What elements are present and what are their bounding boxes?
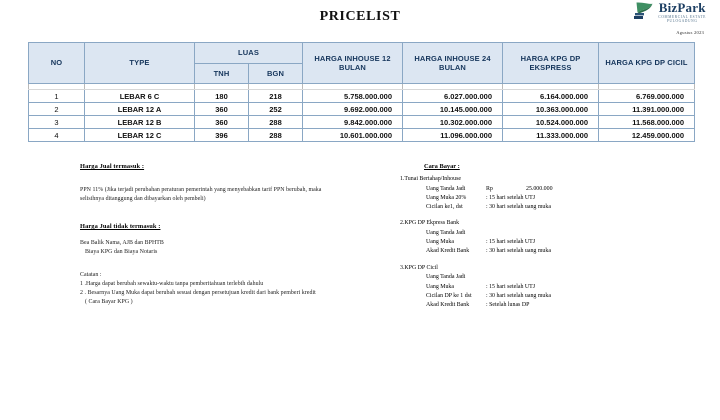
catatan-title: Catatan : <box>80 271 102 278</box>
notes-section <box>0 163 720 343</box>
payment-value: : 15 hari setelah UTJ <box>486 283 536 290</box>
payment-value: : 15 hari setelah UTJ <box>486 195 536 201</box>
pricelist-table-container <box>28 42 694 142</box>
payment-value: : 30 hari setelah uang muka <box>486 292 551 299</box>
payment-group <box>400 264 700 310</box>
column-header-kpg-dp-cicil: HARGA KPG DP CICIL <box>599 43 695 84</box>
payment-label: Akad Kredit Bank <box>426 248 470 255</box>
cell-kpg-dp-ekspress: 6.164.000.000 <box>503 90 599 103</box>
excluded-line-1: Bea Balik Nama, AJB dan BPHTB <box>80 240 164 247</box>
included-line-1: PPN 11% (Jika terjadi perubahan peraturan pemerintah yang menyebabkan tarif PPN berubah, maka <box>80 187 322 193</box>
cell-inhouse-12: 10.601.000.000 <box>303 129 403 142</box>
brand-subtitle-1: COMMERCIAL ESTATE <box>658 14 706 19</box>
cell-tnh: 360 <box>195 103 249 116</box>
cell-tnh: 396 <box>195 129 249 142</box>
amount-value: 25.000.000 <box>526 185 553 192</box>
payment-label: Uang Tanda Jadi <box>426 185 466 192</box>
cell-type: LEBAR 12 C <box>85 129 195 142</box>
payment-group <box>400 175 700 212</box>
payment-label: Uang Muka <box>426 283 454 290</box>
bizpark-logo-icon <box>633 1 655 21</box>
payment-group-heading: 1.Tunai Bertahap/Inhouse <box>400 176 461 182</box>
included-title: Harga Jual termasuk : <box>80 163 145 170</box>
payment-row <box>400 283 700 292</box>
cell-inhouse-12: 5.758.000.000 <box>303 90 403 103</box>
payment-value <box>486 185 700 194</box>
payment-label: Akad Kredit Bank <box>426 301 470 308</box>
cell-type: LEBAR 12 A <box>85 103 195 116</box>
table-body <box>29 84 695 142</box>
cell-kpg-dp-ekspress: 11.333.000.000 <box>503 129 599 142</box>
payment-row <box>400 292 700 301</box>
payment-label: Uang Muka 20% <box>426 195 467 201</box>
spacer <box>80 258 380 271</box>
payment-label: Uang Muka <box>426 239 454 246</box>
payment-value: : 30 hari setelah uang muka <box>486 204 551 211</box>
notes-left-column <box>80 163 380 307</box>
catatan-line-3: ( Cara Bayar KPG ) <box>85 298 133 305</box>
cell-kpg-dp-cicil: 11.568.000.000 <box>599 116 695 129</box>
payment-value <box>486 273 700 282</box>
payment-value <box>486 229 700 238</box>
catatan-line-1: 1 .Harga dapat berubah sewaktu-waktu tanpa pemberitahuan terlebih dahulu <box>80 280 264 287</box>
table-header-row-1 <box>29 43 695 64</box>
table-row <box>29 129 695 142</box>
cell-no: 3 <box>29 116 85 129</box>
column-header-bgn: BGN <box>249 63 303 84</box>
payment-label: Cicilan DP ke 1 dst <box>426 292 472 299</box>
cell-inhouse-24: 10.302.000.000 <box>403 116 503 129</box>
document-date: Agustus 2023 <box>676 30 704 35</box>
payment-value: : 30 hari setelah uang muka <box>486 248 551 255</box>
column-header-kpg-dp-ekspress: HARGA KPG DP EKSPRESS <box>503 43 599 84</box>
cell-no: 4 <box>29 129 85 142</box>
table-row <box>29 103 695 116</box>
column-header-tnh: TNH <box>195 63 249 84</box>
notes-right-column <box>400 163 700 317</box>
payment-value: : Setelah lunas DP <box>486 301 530 308</box>
brand-text <box>658 1 706 24</box>
page-header <box>0 0 720 40</box>
column-header-no: NO <box>29 43 85 84</box>
payment-row <box>400 301 700 310</box>
column-header-inhouse-24: HARGA INHOUSE 24 BULAN <box>403 43 503 84</box>
column-header-type: TYPE <box>85 43 195 84</box>
payment-row <box>400 203 700 212</box>
cell-inhouse-12: 9.692.000.000 <box>303 103 403 116</box>
spacer <box>80 179 380 186</box>
cell-bgn: 252 <box>249 103 303 116</box>
cell-bgn: 288 <box>249 129 303 142</box>
cara-bayar-title: Cara Bayar : <box>424 163 460 170</box>
payment-label: Cicilan ke1, dst <box>426 204 463 211</box>
cell-kpg-dp-cicil: 12.459.000.000 <box>599 129 695 142</box>
payment-label: Uang Tanda Jadi <box>426 230 466 237</box>
payment-label: Uang Tanda Jadi <box>426 274 466 281</box>
payment-group <box>400 219 700 256</box>
pricelist-table <box>28 42 695 142</box>
table-header <box>29 43 695 84</box>
catatan-line-2: 2 . Besarnya Uang Muka dapat berubah sesuai dengan persetujuan kredit dari bank pemberi kredit <box>80 289 316 296</box>
cell-tnh: 180 <box>195 90 249 103</box>
cell-inhouse-24: 6.027.000.000 <box>403 90 503 103</box>
payment-row <box>400 273 700 282</box>
cell-kpg-dp-cicil: 11.391.000.000 <box>599 103 695 116</box>
cell-tnh: 360 <box>195 116 249 129</box>
cell-kpg-dp-ekspress: 10.363.000.000 <box>503 103 599 116</box>
cell-bgn: 218 <box>249 90 303 103</box>
payment-row <box>400 185 700 194</box>
payment-value: : 15 hari setelah UTJ <box>486 239 536 246</box>
cell-type: LEBAR 6 C <box>85 90 195 103</box>
brand-name: BizPark <box>658 0 706 15</box>
excluded-title: Harga Jual tidak termasuk : <box>80 223 161 231</box>
table-row <box>29 90 695 103</box>
cell-no: 2 <box>29 103 85 116</box>
payment-row <box>400 229 700 238</box>
cell-inhouse-12: 9.842.000.000 <box>303 116 403 129</box>
column-header-inhouse-12: HARGA INHOUSE 12 BULAN <box>303 43 403 84</box>
cell-type: LEBAR 12 B <box>85 116 195 129</box>
included-line-2: selisihnya ditanggung dan dibayarkan oleh pembeli) <box>80 196 206 203</box>
payment-group-heading: 3.KPG DP Cicil <box>400 264 438 271</box>
payment-row <box>400 247 700 256</box>
table-row <box>29 116 695 129</box>
brand-logo <box>633 1 706 24</box>
cell-no: 1 <box>29 90 85 103</box>
cell-bgn: 288 <box>249 116 303 129</box>
column-header-luas: LUAS <box>195 43 303 64</box>
brand-subtitle-2: PULOGADUNG <box>666 19 698 24</box>
cell-kpg-dp-cicil: 6.769.000.000 <box>599 90 695 103</box>
cell-inhouse-24: 10.145.000.000 <box>403 103 503 116</box>
page-title: PRICELIST <box>319 9 401 24</box>
excluded-line-2: Biaya KPG dan Biaya Notaris <box>85 249 158 256</box>
payment-row <box>400 194 700 203</box>
payment-group-heading: 2.KPG DP Ekpress Bank <box>400 220 460 227</box>
cell-inhouse-24: 11.096.000.000 <box>403 129 503 142</box>
cell-kpg-dp-ekspress: 10.524.000.000 <box>503 116 599 129</box>
spacer <box>80 204 380 223</box>
payment-row <box>400 238 700 247</box>
currency-label: Rp <box>486 185 493 192</box>
